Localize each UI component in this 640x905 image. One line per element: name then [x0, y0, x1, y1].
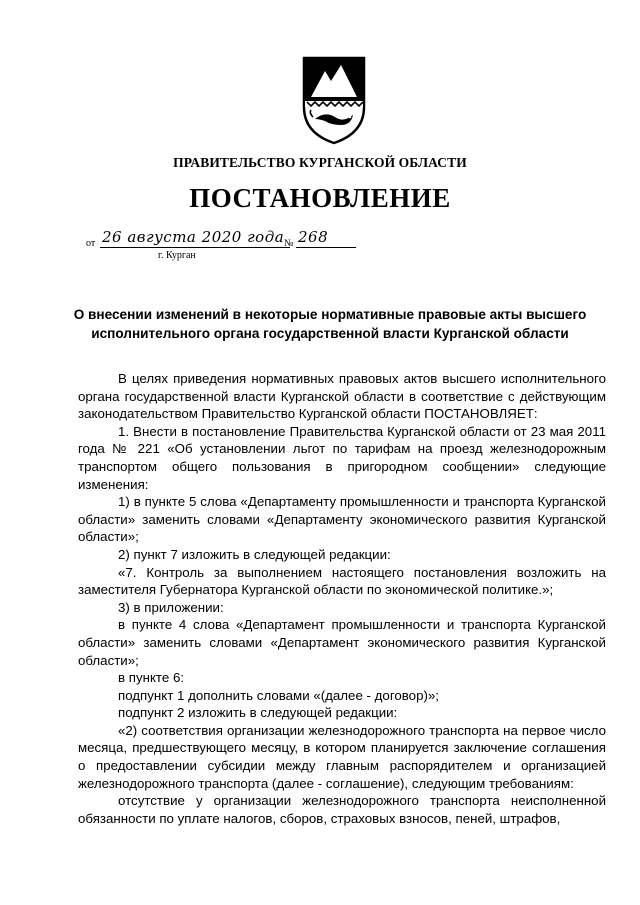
document-type: ПОСТАНОВЛЕНИЕ: [189, 183, 451, 213]
date-underline: [100, 247, 290, 248]
city: г. Курган: [158, 250, 196, 261]
government-name: ПРАВИТЕЛЬСТВО КУРГАНСКОЙ ОБЛАСТИ: [173, 155, 467, 170]
number-sign: №: [284, 238, 294, 249]
paragraph-subpoint-2: подпункт 2 изложить в следующей редакции:: [118, 705, 398, 721]
document-title: О внесении изменений в некоторые нормативные правовые акты высшего исполнительного органа государственной власти Курганской области: [73, 307, 587, 341]
paragraph-requirement: «2) соответствия организации железнодорожного транспорта на первое число месяца, предшествующего месяцу, в котором планируется заключение соглашения о предоставлении субсидии между главным распорядителем и организацией железнодорожного транспорта (далее - соглашение), следующим требованиям:: [78, 722, 606, 791]
date-number-block: [86, 228, 386, 262]
handwritten-number: 268: [298, 228, 329, 246]
paragraph-point-4: в пункте 4 слова «Департамент промышленности и транспорта Курганской области» заменить словами «Департамент экономического развития Курганской области»;: [78, 617, 606, 668]
date-prefix: от: [86, 238, 96, 249]
paragraph-point-7: «7. Контроль за выполнением настоящего постановления возложить на заместителя Губернатора Курганской области по экономической политике.»;: [78, 564, 606, 598]
paragraph-subitem-3: 3) в приложении:: [118, 599, 224, 615]
paragraph-subitem-2: 2) пункт 7 изложить в следующей редакции:: [118, 546, 391, 562]
paragraph-preamble: В целях приведения нормативных правовых актов высшего исполнительного органа государственной власти Курганской области в соответствие с действующим законодательством Правительство Курганской области ПОСТАНОВЛЯЕТ:: [78, 371, 606, 422]
paragraph-subitem-1: 1) в пункте 5 слова «Департаменту промышленности и транспорта Курганской области» заменить словами «Департаменту экономического развития Курганской области»;: [78, 494, 606, 545]
handwritten-date: 26 августа 2020 года: [102, 228, 285, 246]
paragraph-no-debt: отсутствие у организации железнодорожного транспорта неисполненной обязанности по уплате налогов, сборов, страховых взносов, пеней, штрафов,: [78, 793, 606, 826]
paragraph-point-6: в пункте 6:: [118, 670, 185, 686]
paragraph-item-1: 1. Внести в постановление Правительства Курганской области от 23 мая 2011 года № 221 «Об установлении льгот по тарифам на проезд железнодорожным транспортом общего пользования в пригородном сообщении» следующие изменения:: [78, 423, 606, 492]
number-underline: [296, 247, 356, 248]
paragraph-subpoint-1: подпункт 1 дополнить словами «(далее - договор)»;: [118, 687, 439, 703]
coat-of-arms-emblem: [301, 55, 367, 145]
document-body: [78, 370, 606, 827]
